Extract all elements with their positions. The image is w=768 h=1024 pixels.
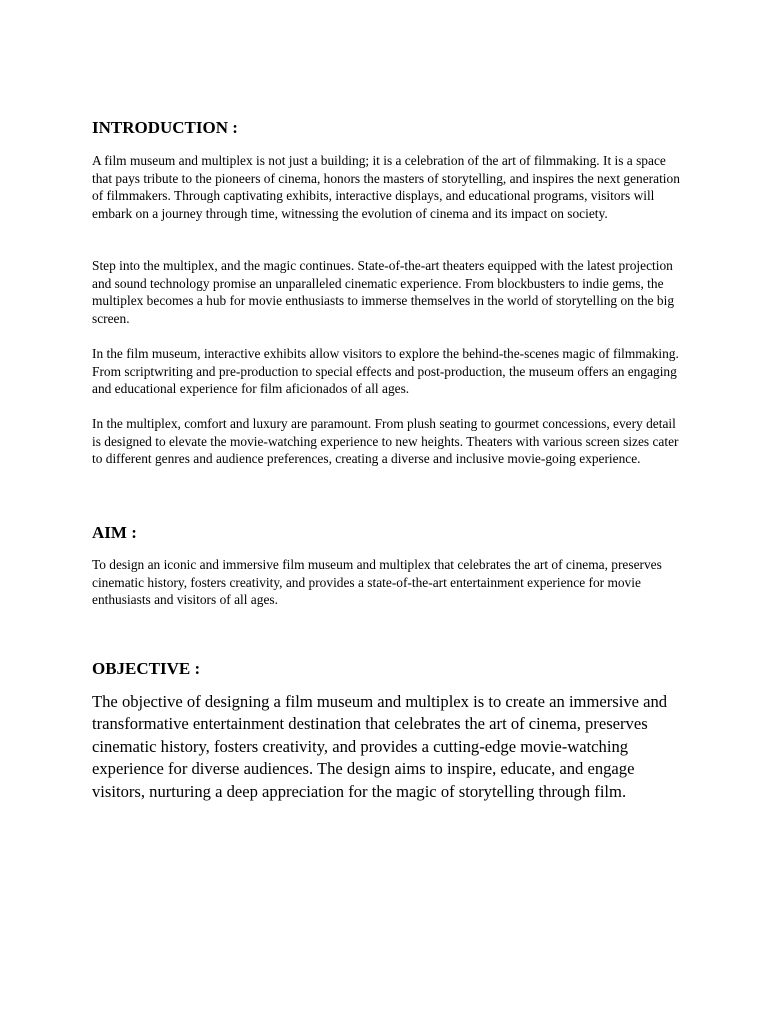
aim-paragraph: To design an iconic and immersive film museum and multiplex that celebrates the art of cinema, preserves cinematic history, fosters creativity, and provides a state-of-the-art entertainment experience for movie enthusiasts and visitors of all ages. <box>92 557 662 608</box>
introduction-paragraph-4: In the multiplex, comfort and luxury are paramount. From plush seating to gourmet concessions, every detail is designed to elevate the movie-watching experience to new heights. Theaters with various screen sizes cater to different genres and audience preferences, creating a diverse and inclusive movie-going experience. <box>92 416 679 467</box>
introduction-paragraph-3: In the film museum, interactive exhibits allow visitors to explore the behind-the-scenes magic of filmmaking. From scriptwriting and pre-production to special effects and post-production, the museum offers an engaging and educational experience for film aficionados of all ages. <box>92 346 679 397</box>
aim-heading: AIM : <box>92 523 137 542</box>
introduction-paragraph-2: Step into the multiplex, and the magic continues. State-of-the-art theaters equipped with the latest projection and sound technology promise an unparalleled cinematic experience. From blockbusters to indie gems, the multiplex becomes a hub for movie enthusiasts to immerse themselves in the world of storytelling on the big screen. <box>92 258 675 326</box>
objective-paragraph: The objective of designing a film museum and multiplex is to create an immersive and transformative entertainment destination that celebrates the art of cinema, preserves cinematic history, fosters creativity, and provides a cutting-edge movie-watching experience for diverse audiences. The design aims to inspire, educate, and engage visitors, nurturing a deep appreciation for the magic of storytelling through film. <box>92 692 668 801</box>
objective-heading: OBJECTIVE : <box>92 659 201 678</box>
introduction-heading: INTRODUCTION : <box>92 118 238 137</box>
introduction-paragraph-1: A film museum and multiplex is not just a building; it is a celebration of the art of filmmaking. It is a space that pays tribute to the pioneers of cinema, honors the masters of storytelling, and inspires the next generation of filmmakers. Through captivating exhibits, interactive displays, and educational programs, visitors will embark on a journey through time, witnessing the evolution of cinema and its impact on society. <box>92 153 680 221</box>
